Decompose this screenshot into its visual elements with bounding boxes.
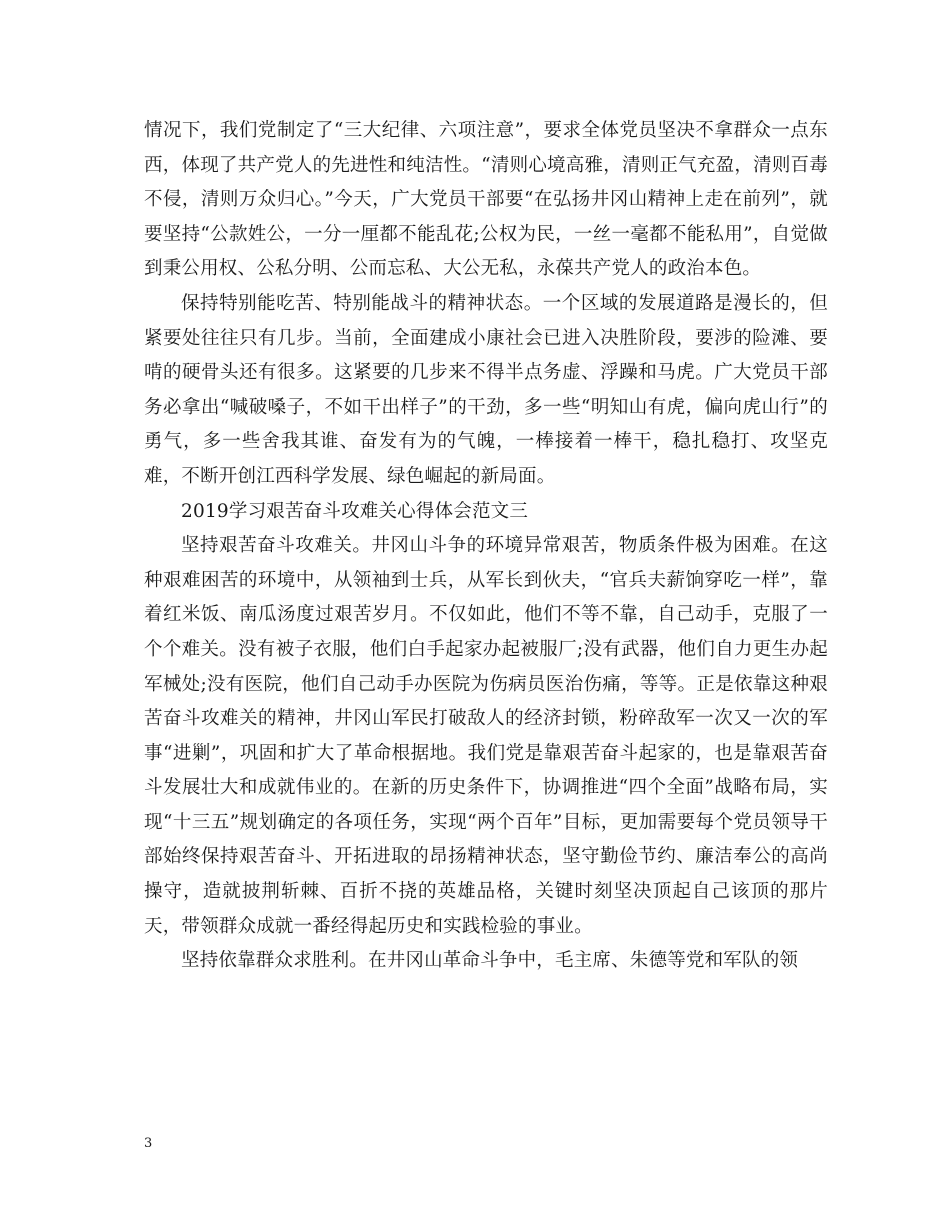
section-heading: 2019学习艰苦奋斗攻难关心得体会范文三 [181,500,529,522]
paragraph-1: 情况下，我们党制定了“三大纪律、六项注意”，要求全体党员坚决不拿群众一点东西，体现了共产党人的先进性和纯洁性。“清则心境高雅，清则正气充盈，清则百毒不侵，清则万众归心。”今天，广大党员干部要“在弘扬井冈山精神上走在前列”，就要坚持“公款姓公，一分一厘都不能乱花;公权为民，一丝一毫都不能私用”，自觉做到秉公用权、公私分明、公而忘私、大公无私，永葆共产党人的政治本色。 [144,120,828,280]
paragraph-4: 坚持依靠群众求胜利。在井冈山革命斗争中，毛主席、朱德等党和军队的领 [181,950,799,972]
page-number: 3 [144,1136,153,1151]
paragraph-3: 坚持艰苦奋斗攻难关。井冈山斗争的环境异常艰苦，物质条件极为困难。在这种艰难困苦的环境中，从领袖到士兵，从军长到伙夫，“官兵夫薪饷穿吃一样”，靠着红米饭、南瓜汤度过艰苦岁月。不仅如此，他们不等不靠，自己动手，克服了一个个难关。没有被子衣服，他们白手起家办起被服厂;没有武器，他们自力更生办起军械处;没有医院，他们自己动手办医院为伤病员医治伤痛，等等。正是依靠这种艰苦奋斗攻难关的精神，井冈山军民打破敌人的经济封锁，粉碎敌军一次又一次的军事“进剿”，巩固和扩大了革命根据地。我们党是靠艰苦奋斗起家的，也是靠艰苦奋斗发展壮大和成就伟业的。在新的历史条件下，协调推进“四个全面”战略布局，实现“十三五”规划确定的各项任务，实现“两个百年”目标，更加需要每个党员领导干部始终保持艰苦奋斗、开拓进取的昂扬精神状态，坚守勤俭节约、廉洁奉公的高尚操守，造就披荆斩棘、百折不挠的英雄品格，关键时刻坚决顶起自己该顶的那片天，带领群众成就一番经得起历史和实践检验的事业。 [144,535,828,937]
paragraph-2: 保持特别能吃苦、特别能战斗的精神状态。一个区域的发展道路是漫长的，但紧要处往往只有几步。当前，全面建成小康社会已进入决胜阶段，要涉的险滩、要啃的硬骨头还有很多。这紧要的几步来不得半点务虚、浮躁和马虎。广大党员干部务必拿出“喊破嗓子，不如干出样子”的干劲，多一些“明知山有虎，偏向虎山行”的勇气，多一些舍我其谁、奋发有为的气魄，一棒接着一棒干，稳扎稳打、攻坚克难，不断开创江西科学发展、绿色崛起的新局面。 [144,292,828,487]
document-body [144,114,828,979]
